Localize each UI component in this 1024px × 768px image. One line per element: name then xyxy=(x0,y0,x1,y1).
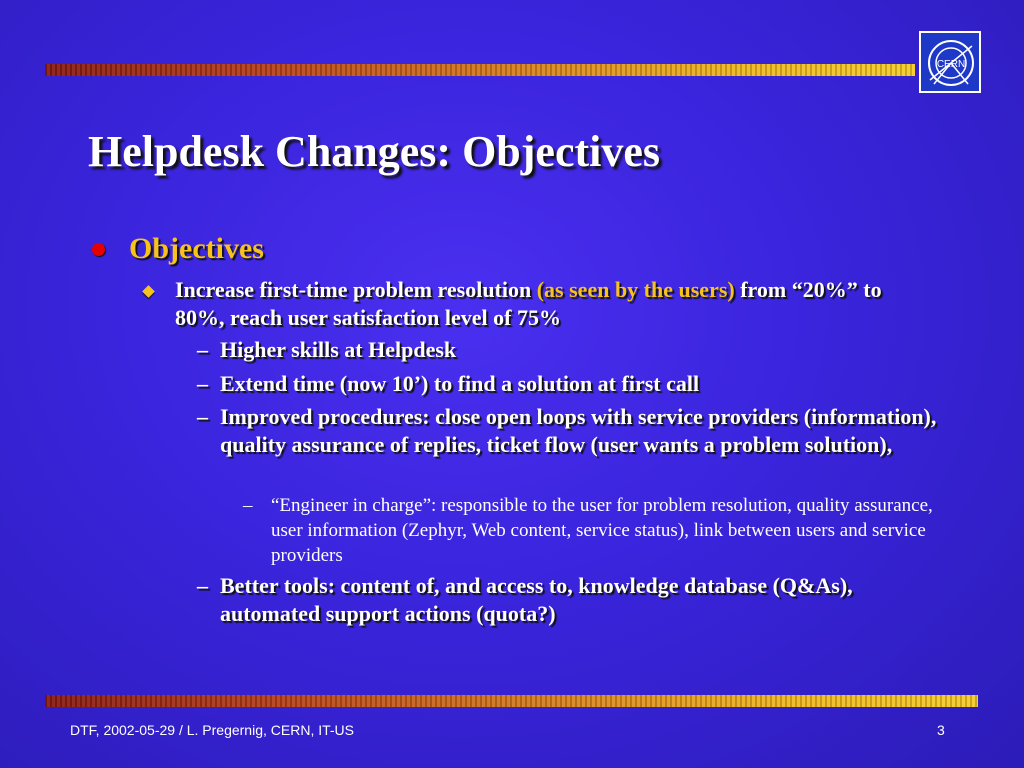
sub-item-text: Better tools: content of, and access to, knowledge database (Q&As), automated support actions (quota?) xyxy=(220,573,853,626)
bottom-decorative-bar xyxy=(45,695,978,707)
dash-bullet-icon: – xyxy=(197,337,208,362)
dash-bullet-icon: – xyxy=(197,404,208,429)
sub-item-text: Improved procedures: close open loops with service providers (information), quality assurance of replies, ticket flow (user wants a problem solution), xyxy=(220,404,937,457)
bullet-level2-part1: Increase first-time problem resolution xyxy=(175,277,537,302)
page-number: 3 xyxy=(937,722,945,738)
diamond-bullet-icon xyxy=(142,285,155,298)
bullet-level1-text: Objectives xyxy=(129,232,264,265)
cern-logo-icon xyxy=(924,36,978,90)
bullet-level2-part2: from “20%” to 80%, reach user satisfaction level of 75% xyxy=(175,277,882,330)
top-decorative-bar xyxy=(45,64,915,76)
slide-title: Helpdesk Changes: Objectives xyxy=(88,127,660,176)
bullet-level2-text xyxy=(175,276,905,332)
footer-text: DTF, 2002-05-29 / L. Pregernig, CERN, IT-US xyxy=(70,722,354,738)
sub-sub-item-text: “Engineer in charge”: responsible to the user for problem resolution, quality assurance, user information (Zephyr, Web content, service status), link between users and service providers xyxy=(271,495,933,566)
sub-item-text: Higher skills at Helpdesk xyxy=(220,337,457,362)
cern-logo-text: CERN xyxy=(936,59,966,70)
cern-logo xyxy=(919,31,981,93)
red-bullet-icon xyxy=(92,243,105,256)
dash-bullet-icon: – xyxy=(197,573,208,598)
dash-bullet-icon: – xyxy=(243,495,253,516)
dash-bullet-icon: – xyxy=(197,371,208,396)
sub-item-text: Extend time (now 10’) to find a solution at first call xyxy=(220,371,700,396)
bullet-level2-highlight: (as seen by the users) xyxy=(536,277,735,302)
